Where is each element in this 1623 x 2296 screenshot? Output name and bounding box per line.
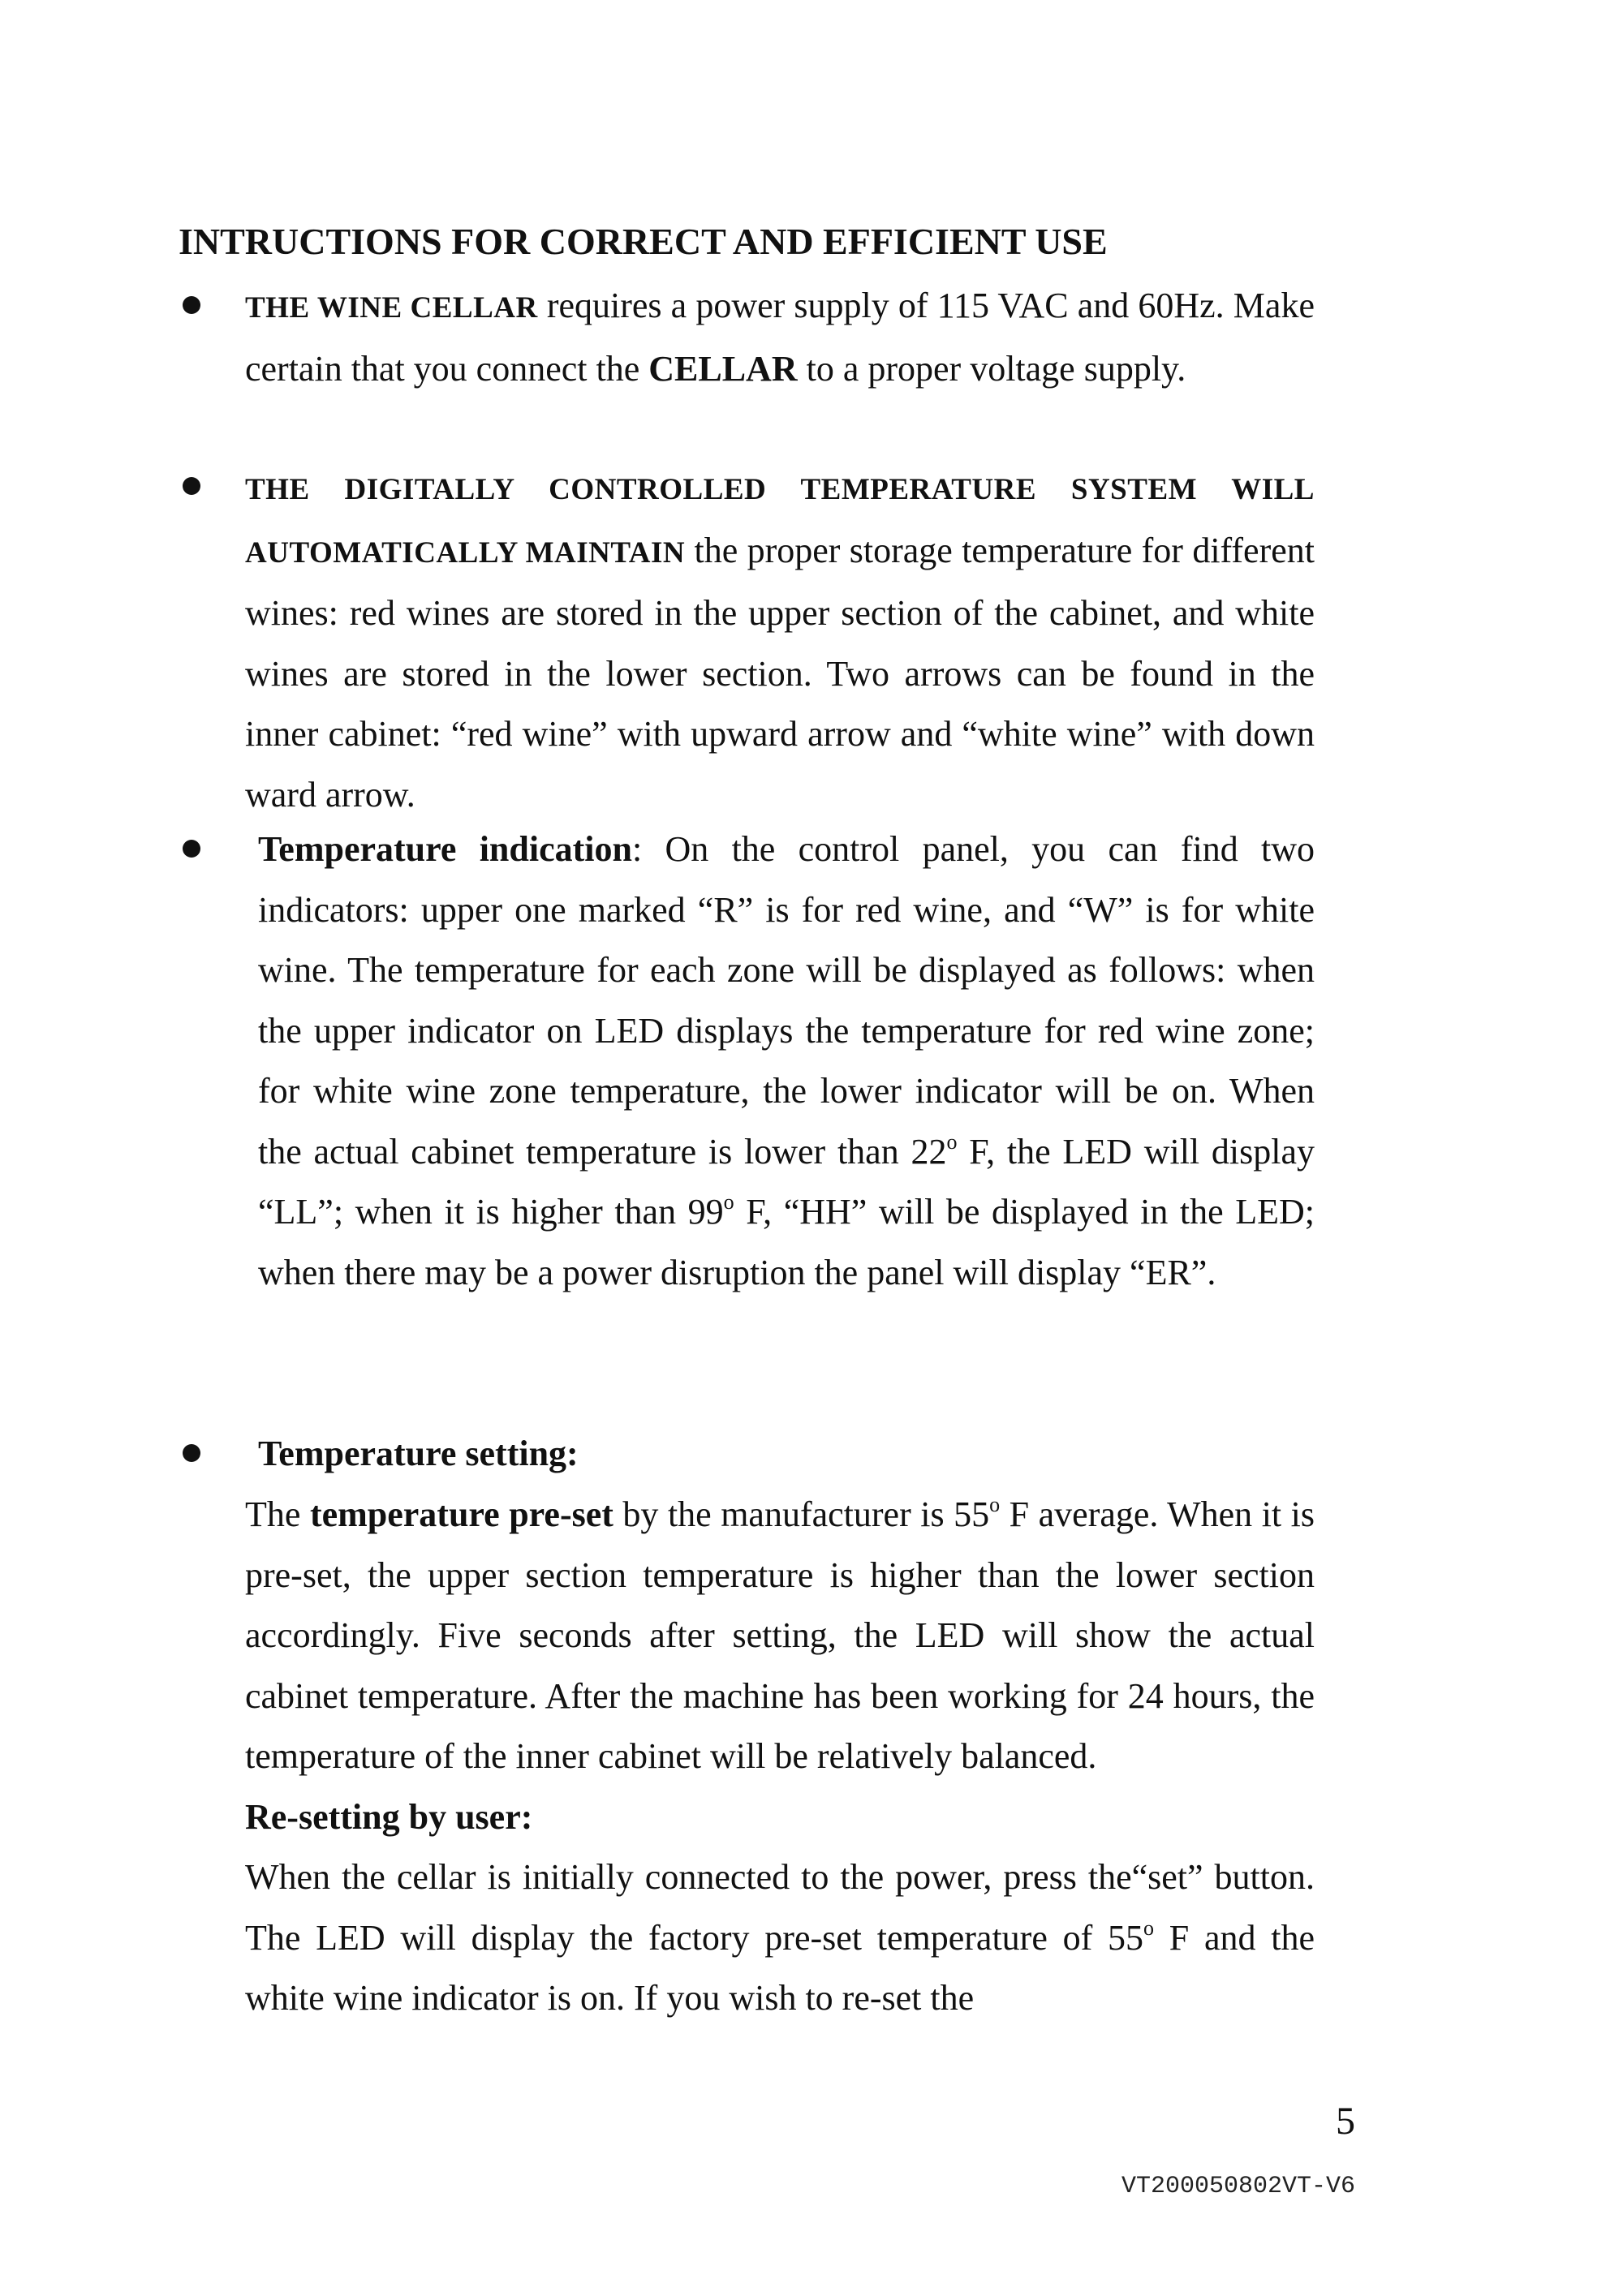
resetting-subheading: [245, 1787, 1315, 1848]
power-text-2: to a proper voltage supply.: [797, 348, 1186, 389]
preset-text-1: The: [245, 1494, 310, 1534]
document-code: VT200050802VT-V6: [1121, 2173, 1355, 2200]
wine-cellar-lead: THE WINE CELLAR: [245, 291, 538, 325]
wine-cellar-power-paragraph: [245, 276, 1315, 399]
power-text-1: requires a power supply of 115 VAC and 60Hz. Make certain that you connect the: [245, 286, 1315, 389]
degree-symbol: o: [946, 1129, 958, 1154]
resetting-text-1: When the cellar is initially connected to the power, press the“set” button. The LED will display the factory pre-set temperature of 55: [245, 1857, 1315, 1958]
preset-text: [245, 1485, 1315, 1787]
temperature-indication-lead: Temperature indication: [258, 829, 632, 869]
page-number: 5: [1336, 2100, 1355, 2143]
resetting-text-2: F and the white wine indicator is on. If you wish to re-set the: [245, 1917, 1315, 2018]
bullet-icon: [183, 840, 200, 858]
temperature-setting-lead-block: [258, 1424, 1315, 1485]
bullet-icon: [183, 1444, 200, 1462]
bullet-icon: [183, 477, 200, 495]
temperature-system-lead: THE DIGITALLY CONTROLLED TEMPERATURE SYSTEM WILL AUTOMATICALLY MAINTAIN: [245, 473, 1315, 570]
degree-symbol: o: [723, 1190, 734, 1214]
degree-symbol: o: [1143, 1915, 1154, 1940]
bullet-icon: [183, 296, 200, 314]
indication-text-3: F, “HH” will be displayed in the LED; when there may be a power disruption the panel will display “ER”.: [258, 1192, 1315, 1292]
temperature-preset-strong: temperature pre-set: [309, 1494, 613, 1534]
section-heading: INTRUCTIONS FOR CORRECT AND EFFICIENT USE: [179, 221, 1108, 262]
degree-symbol: o: [989, 1493, 1001, 1516]
resetting-subheading-text: Re-setting by user:: [245, 1796, 533, 1837]
preset-text-2: by the manufacturer is 55: [613, 1494, 990, 1534]
temperature-system-paragraph: [245, 458, 1315, 825]
indication-text-2: F, the LED will display “LL”; when it is higher than 99: [258, 1131, 1315, 1232]
temperature-system-text: the proper storage temperature for different wines: red wines are stored in the upper section of the cabinet, and white wines are stored in the lower section. Two arrows can be found in the inner cabinet: “red wine” with upward arrow and “white wine” with down ward arrow.: [245, 530, 1315, 815]
temperature-indication-paragraph: [258, 819, 1315, 1303]
preset-text-3: F average. When it is pre-set, the upper section temperature is higher than the lower section accordingly. Five seconds after setting, the LED will show the actual cabinet temperature. After the machine has been working for 24 hours, the temperature of the inner cabinet will be relatively balanced.: [245, 1494, 1315, 1776]
temperature-preset-paragraph: [245, 1485, 1315, 2029]
indication-text-1: : On the control panel, you can find two indicators: upper one marked “R” is for red wine, and “W” is for white wine. The temperature for each zone will be displayed as follows: when the upper indicator on LED displays the temperature for red wine zone; for white wine zone temperature, the lower indicator will be on. When the actual cabinet temperature is lower than 22: [258, 829, 1315, 1172]
cellar-strong: CELLAR: [648, 348, 798, 389]
resetting-text: [245, 1847, 1315, 2029]
temperature-setting-lead: Temperature setting:: [258, 1434, 579, 1473]
